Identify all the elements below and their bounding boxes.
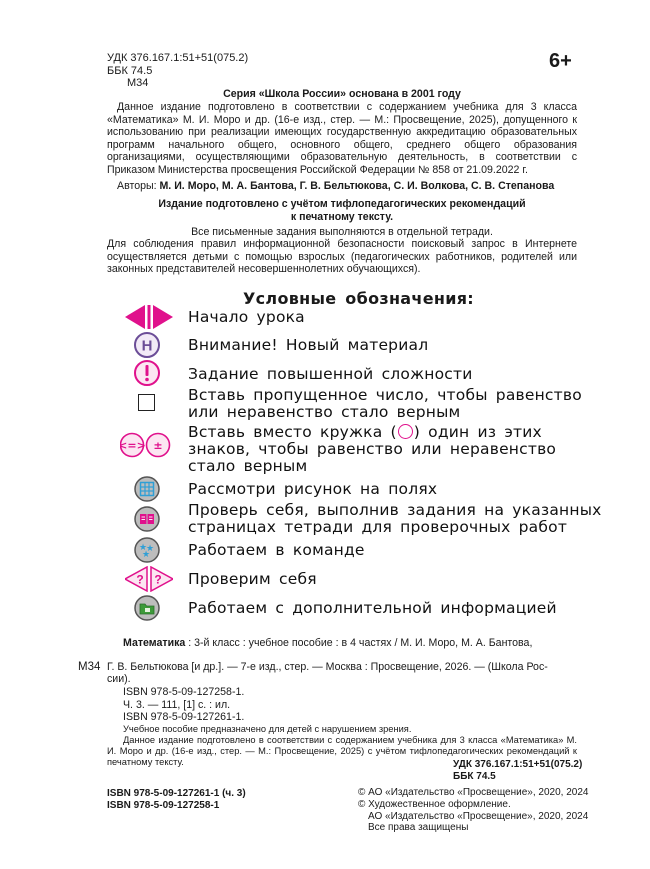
catalog-isbn1: ISBN 978-5-09-127258-1. bbox=[123, 686, 245, 698]
catalog-udk: УДК 376.167.1:51+51(075.2) bbox=[453, 759, 583, 770]
legend-item-check-yourself-line2: страницах тетради для проверочных работ bbox=[188, 518, 568, 536]
legend-item-check-yourself bbox=[188, 502, 602, 536]
legend-item-sign-choice-line2: знаков, чтобы равенство или неравенство bbox=[188, 440, 557, 458]
catalog-line2: Г. В. Бельтюкова [и др.]. — 7-е изд., стер. — Москва : Просвещение, 2026. — (Школа Рос- bbox=[107, 661, 548, 673]
grid-picture-icon bbox=[134, 476, 160, 502]
footer-isbn-b: ISBN 978-5-09-127258-1 bbox=[107, 800, 220, 811]
udk-code: УДК 376.167.1:51+51(075.2) bbox=[107, 52, 249, 64]
exclamation-difficulty-icon bbox=[134, 360, 160, 386]
legend-item-missing-number bbox=[188, 387, 582, 421]
legend-item-sign-choice-line1b: ) один из этих bbox=[413, 423, 542, 441]
folder-info-icon bbox=[134, 595, 160, 621]
catalog-line1 bbox=[123, 637, 577, 650]
svg-text:★: ★ bbox=[141, 550, 151, 560]
intro-paragraph: Данное издание подготовлено в соответствии с содержанием учебника для 3 класса «Математика» М. И. Моро и др. (16-е изд., стер. — М.: Просвещение, 2025), допущенного к использованию при реализации имеющих государственную аккредитацию образовательных программ начального общего, основного общего, среднего общего образования организациями, осуществляющими образовательную деятельность, в соответствии с Приказом Министерства просвещения Российской Федерации № 858 от 21.09.2022 г. bbox=[107, 101, 577, 176]
author-mark: М34 bbox=[127, 77, 149, 89]
legend-title: Условные обозначения: bbox=[243, 289, 474, 308]
catalog-note1: Учебное пособие предназначено для детей с нарушением зрения. bbox=[123, 724, 412, 734]
sign-choice-icons bbox=[120, 432, 172, 458]
catalog-line3: сии). bbox=[107, 673, 131, 685]
legend-item-extra-info: Работаем с дополнительной информацией bbox=[188, 599, 557, 617]
age-rating: 6+ bbox=[549, 50, 572, 72]
legend-item-check-ourselves: Проверим себя bbox=[188, 570, 317, 588]
edition-note-line1: Издание подготовлено с учётом тифлопедагогических рекомендаций bbox=[158, 198, 526, 210]
catalog-isbn2: ISBN 978-5-09-127261-1. bbox=[123, 711, 245, 723]
edition-note bbox=[107, 198, 577, 223]
legend-item-missing-number-line1: Вставь пропущенное число, чтобы равенство bbox=[188, 386, 582, 404]
team-stars-icon bbox=[134, 537, 160, 563]
legend-item-difficulty: Задание повышенной сложности bbox=[188, 365, 473, 383]
lesson-start-arrows-icon bbox=[125, 305, 173, 329]
catalog-line1-text: : 3-й класс : учебное пособие : в 4 частях / М. И. Моро, М. А. Бантова, bbox=[185, 637, 533, 649]
svg-text:?: ? bbox=[136, 572, 144, 587]
written-tasks-note: Все письменные задания выполняются в отдельной тетради. bbox=[191, 226, 493, 238]
svg-text:★: ★ bbox=[138, 543, 148, 553]
legend-item-missing-number-line2: или неравенство стало верным bbox=[188, 403, 461, 421]
legend-item-new-material: Внимание! Новый материал bbox=[188, 336, 429, 354]
authors-label: Авторы: bbox=[117, 180, 160, 192]
series-line: Серия «Школа России» основана в 2001 году bbox=[223, 88, 461, 100]
catalog-note2: Данное издание подготовлено в соответствии с содержанием учебника для 3 класса «Математика» М. И. Моро и др. (16-е изд., стер. — М.: Просвещение, 2025) с учётом тифлопедагогических рекомендаций к печатному тексту. bbox=[107, 735, 577, 767]
legend-item-picture: Рассмотри рисунок на полях bbox=[188, 480, 438, 498]
catalog-part: Ч. 3. — 111, [1] с. : ил. bbox=[123, 699, 231, 711]
svg-text:H: H bbox=[141, 337, 153, 355]
legend-item-sign-choice bbox=[188, 424, 556, 475]
footer-copy1: © АО «Издательство «Просвещение», 2020, 2024 bbox=[358, 787, 589, 798]
legend-item-check-yourself-line1: Проверь себя, выполнив задания на указанных bbox=[188, 501, 602, 519]
footer-copyright bbox=[358, 787, 588, 834]
svg-text:?: ? bbox=[154, 572, 162, 587]
authors-names: М. И. Моро, М. А. Бантова, Г. В. Бельтюкова, С. И. Волкова, С. В. Степанова bbox=[159, 180, 555, 192]
circle-placeholder-icon bbox=[398, 424, 413, 439]
catalog-code: М34 bbox=[78, 661, 101, 673]
legend-item-sign-choice-line3: стало верным bbox=[188, 457, 308, 475]
catalog-udk-block bbox=[453, 759, 582, 782]
catalog-title: Математика bbox=[123, 637, 186, 649]
empty-square-icon bbox=[138, 394, 155, 411]
bbk-code: ББК 74.5 bbox=[107, 64, 153, 77]
new-material-H-icon bbox=[134, 332, 160, 358]
footer-isbn-a: ISBN 978-5-09-127261-1 (ч. 3) bbox=[107, 788, 246, 799]
legend-item-team: Работаем в команде bbox=[188, 541, 365, 559]
svg-text:★: ★ bbox=[145, 544, 155, 554]
footer-copy2: © Художественное оформление. bbox=[358, 798, 511, 810]
question-diamonds-icon bbox=[125, 566, 173, 592]
catalog-bbk: ББК 74.5 bbox=[453, 770, 496, 782]
legend-item-sign-choice-line1a: Вставь вместо кружка ( bbox=[188, 423, 397, 441]
footer-copy3: АО «Издательство «Просвещение», 2020, 2024 bbox=[368, 810, 589, 822]
footer-isbn bbox=[107, 788, 246, 812]
svg-text:<=>: <=> bbox=[120, 439, 146, 452]
authors-line bbox=[117, 180, 577, 193]
footer-copy4: Все права защищены bbox=[368, 822, 469, 834]
edition-note-line2: к печатному тексту. bbox=[290, 210, 394, 223]
book-check-icon bbox=[134, 506, 160, 532]
safety-paragraph: Для соблюдения правил информационной безопасности поисковый запрос в Интернете осуществляется детьми с помощью взрослых (педагогических работников, родителей или законных представителей несовершеннолетних обучающихся). bbox=[107, 238, 577, 275]
svg-text:±: ± bbox=[153, 439, 163, 452]
legend-item-lesson-start: Начало урока bbox=[188, 308, 305, 326]
